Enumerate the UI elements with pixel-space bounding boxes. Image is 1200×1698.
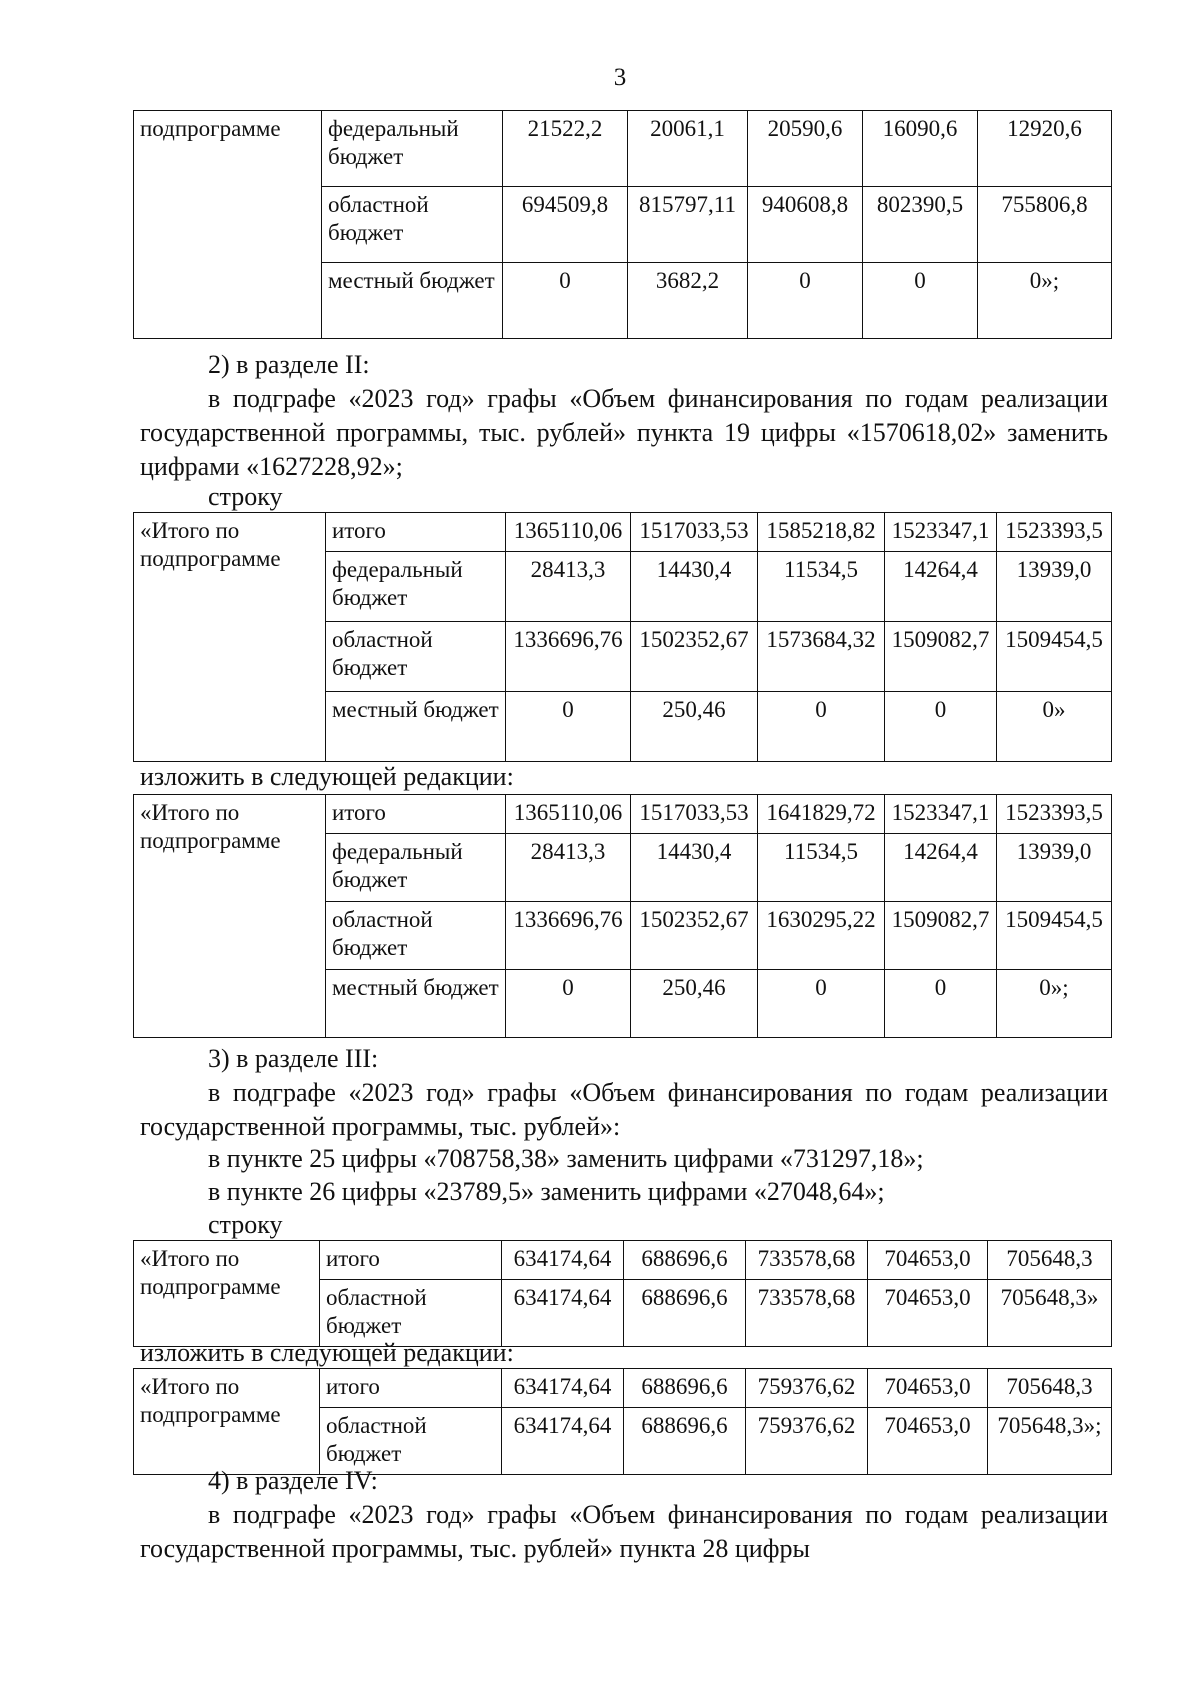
section-3-heading: 3) в разделе III:: [208, 1044, 379, 1073]
value-cell: 14430,4: [631, 552, 758, 622]
value-cell: 3682,2: [628, 263, 748, 339]
value-cell: 0»: [997, 692, 1112, 762]
section-2-new-table: [133, 794, 1112, 1038]
value-cell: 1630295,22: [758, 902, 885, 970]
section-2-new-table-block: [133, 794, 1111, 1038]
budget-type: итого: [326, 513, 506, 552]
row-label: подпрограмме: [134, 111, 322, 339]
value-cell: 705648,3: [988, 1369, 1112, 1408]
value-cell: 688696,6: [624, 1369, 746, 1408]
value-cell: 1509082,7: [885, 622, 997, 692]
section-3-old-table: [133, 1240, 1112, 1347]
value-cell: 1336696,76: [506, 902, 631, 970]
value-cell: 1523393,5: [997, 795, 1112, 834]
value-cell: 759376,62: [746, 1408, 868, 1475]
value-cell: 704653,0: [868, 1369, 988, 1408]
budget-type: местный бюджет: [326, 692, 506, 762]
budget-type: местный бюджет: [322, 263, 503, 339]
value-cell: 12920,6: [978, 111, 1112, 187]
value-cell: 1573684,32: [758, 622, 885, 692]
table-row: [134, 795, 1112, 834]
value-cell: 1509454,5: [997, 902, 1112, 970]
budget-type: областной бюджет: [326, 902, 506, 970]
value-cell: 20590,6: [748, 111, 863, 187]
value-cell: 634174,64: [502, 1369, 624, 1408]
value-cell: 0»;: [978, 263, 1112, 339]
section-3-text: в подграфе «2023 год» графы «Объем финансирования по годам реализации государственной программы, тыс. рублей»:: [140, 1078, 1108, 1141]
value-cell: 13939,0: [997, 552, 1112, 622]
value-cell: 705648,3: [988, 1241, 1112, 1280]
section-3-item-25: в пункте 25 цифры «708758,38» заменить цифрами «731297,18»;: [208, 1144, 924, 1173]
budget-type: областной бюджет: [326, 622, 506, 692]
value-cell: 705648,3»;: [988, 1408, 1112, 1475]
row-label: «Итого по подпрограмме: [134, 795, 326, 1038]
value-cell: 11534,5: [758, 552, 885, 622]
section-3-new-table: [133, 1368, 1112, 1475]
value-cell: 815797,11: [628, 187, 748, 263]
section-2-stroku: строку: [208, 482, 283, 511]
value-cell: 1502352,67: [631, 622, 758, 692]
row-label: «Итого по подпрограмме: [134, 1241, 320, 1347]
value-cell: 0: [863, 263, 978, 339]
value-cell: 1365110,06: [506, 513, 631, 552]
value-cell: 1365110,06: [506, 795, 631, 834]
budget-type: федеральный бюджет: [322, 111, 503, 187]
value-cell: 13939,0: [997, 834, 1112, 902]
value-cell: 0: [748, 263, 863, 339]
value-cell: 704653,0: [868, 1280, 988, 1347]
value-cell: 694509,8: [503, 187, 628, 263]
row-label: «Итого по подпрограмме: [134, 1369, 320, 1475]
value-cell: 733578,68: [746, 1280, 868, 1347]
value-cell: 14264,4: [885, 552, 997, 622]
value-cell: 0: [885, 970, 997, 1038]
value-cell: 0»;: [997, 970, 1112, 1038]
value-cell: 28413,3: [506, 834, 631, 902]
page-number: 3: [613, 64, 627, 91]
value-cell: 688696,6: [624, 1241, 746, 1280]
value-cell: 634174,64: [502, 1408, 624, 1475]
value-cell: 0: [506, 692, 631, 762]
section-2-old-table: [133, 512, 1112, 762]
value-cell: 16090,6: [863, 111, 978, 187]
section-2-izlozhit: изложить в следующей редакции:: [140, 762, 514, 791]
financing-table-continuation: [133, 110, 1112, 339]
value-cell: 14430,4: [631, 834, 758, 902]
section-3-old-table-block: [133, 1240, 1111, 1347]
value-cell: 802390,5: [863, 187, 978, 263]
budget-type: местный бюджет: [326, 970, 506, 1038]
value-cell: 250,46: [631, 692, 758, 762]
value-cell: 634174,64: [502, 1280, 624, 1347]
table-row: [134, 1241, 1112, 1280]
value-cell: 0: [758, 692, 885, 762]
value-cell: 0: [503, 263, 628, 339]
value-cell: 0: [506, 970, 631, 1038]
budget-type: итого: [320, 1241, 502, 1280]
budget-type: федеральный бюджет: [326, 552, 506, 622]
value-cell: 250,46: [631, 970, 758, 1038]
budget-type: областной бюджет: [320, 1280, 502, 1347]
value-cell: 1336696,76: [506, 622, 631, 692]
value-cell: 755806,8: [978, 187, 1112, 263]
table-row: [134, 1369, 1112, 1408]
value-cell: 1509082,7: [885, 902, 997, 970]
section-3-new-table-block: [133, 1368, 1111, 1475]
section-2-heading: 2) в разделе II:: [208, 350, 370, 379]
value-cell: 688696,6: [624, 1280, 746, 1347]
value-cell: 11534,5: [758, 834, 885, 902]
value-cell: 1523347,1: [885, 513, 997, 552]
table-row: [134, 513, 1112, 552]
section-2-text: в подграфе «2023 год» графы «Объем финансирования по годам реализации государственной программы, тыс. рублей» пункта 19 цифры «1570618,02» заменить цифрами «1627228,92»;: [140, 384, 1108, 481]
value-cell: 1517033,53: [631, 513, 758, 552]
budget-type: областной бюджет: [322, 187, 503, 263]
value-cell: 704653,0: [868, 1408, 988, 1475]
table-row: [134, 111, 1112, 187]
value-cell: 20061,1: [628, 111, 748, 187]
value-cell: 21522,2: [503, 111, 628, 187]
value-cell: 634174,64: [502, 1241, 624, 1280]
section-3-item-26: в пункте 26 цифры «23789,5» заменить цифрами «27048,64»;: [208, 1177, 885, 1206]
value-cell: 759376,62: [746, 1369, 868, 1408]
budget-type: итого: [320, 1369, 502, 1408]
value-cell: 705648,3»: [988, 1280, 1112, 1347]
budget-type: федеральный бюджет: [326, 834, 506, 902]
value-cell: 1585218,82: [758, 513, 885, 552]
value-cell: 0: [758, 970, 885, 1038]
value-cell: 0: [885, 692, 997, 762]
value-cell: 704653,0: [868, 1241, 988, 1280]
section-2-old-table-block: [133, 512, 1111, 762]
section-4-text: в подграфе «2023 год» графы «Объем финансирования по годам реализации государственной программы, тыс. рублей» пункта 28 цифры: [140, 1500, 1108, 1563]
value-cell: 688696,6: [624, 1408, 746, 1475]
value-cell: 940608,8: [748, 187, 863, 263]
value-cell: 1502352,67: [631, 902, 758, 970]
value-cell: 1509454,5: [997, 622, 1112, 692]
value-cell: 1523393,5: [997, 513, 1112, 552]
budget-type: областной бюджет: [320, 1408, 502, 1475]
value-cell: 14264,4: [885, 834, 997, 902]
section-3-stroku: строку: [208, 1210, 283, 1239]
section-4-heading: 4) в разделе IV:: [208, 1466, 378, 1495]
section-3-izlozhit: изложить в следующей редакции:: [140, 1338, 514, 1367]
row-label: «Итого по подпрограмме: [134, 513, 326, 762]
budget-type: итого: [326, 795, 506, 834]
value-cell: 733578,68: [746, 1241, 868, 1280]
value-cell: 1523347,1: [885, 795, 997, 834]
value-cell: 28413,3: [506, 552, 631, 622]
value-cell: 1641829,72: [758, 795, 885, 834]
value-cell: 1517033,53: [631, 795, 758, 834]
table-continuation: [133, 110, 1111, 339]
